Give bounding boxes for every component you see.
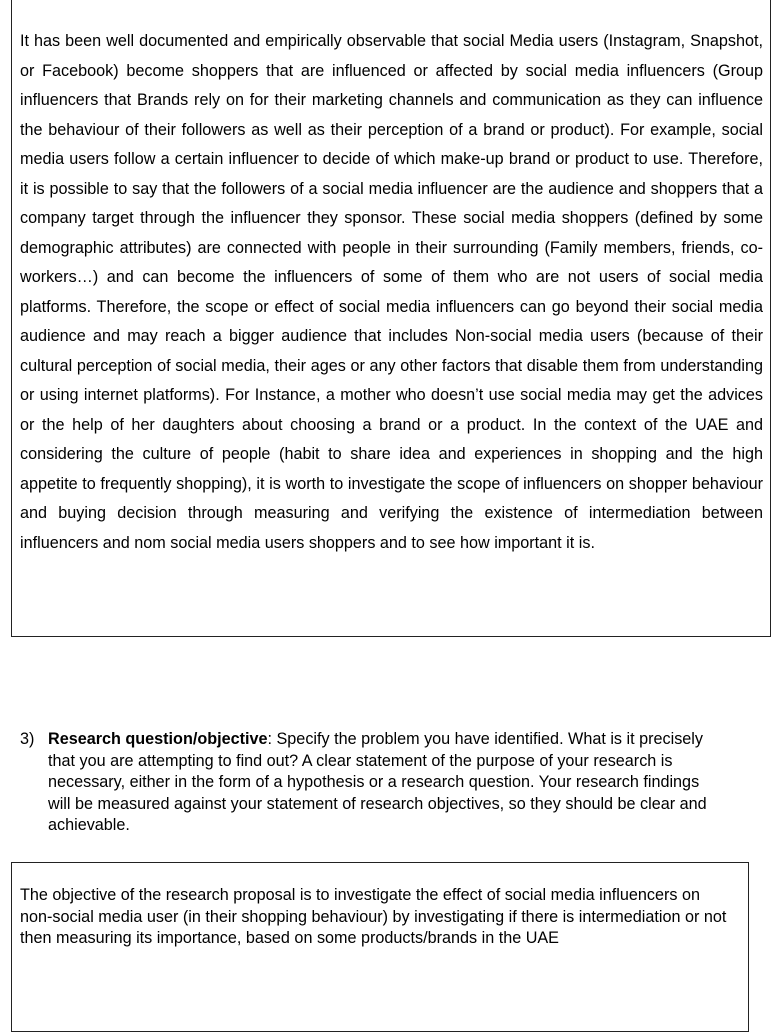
response-box-objective (11, 862, 749, 1032)
section-instructions (48, 729, 720, 837)
context-paragraph: It has been well documented and empirically observable that social Media users (Instagram, Snapshot, or Facebook) become shoppers that are influenced or affected by social media influencers (Group influencers that Brands rely on for their marketing channels and communication as they can influence the behaviour of their followers as well as their perception of a brand or product). For example, social media users follow a certain influencer to decide of which make-up brand or product to use. Therefore, it is possible to say that the followers of a social media influencer are the audience and shoppers that a company target through the influencer they sponsor. These social media shoppers (defined by some demographic attributes) are connected with people in their surrounding (Family members, friends, co-workers…) and can become the influencers of some of them who are not users of social media platforms. Therefore, the scope or effect of social media influencers can go beyond their social media audience and may reach a bigger audience that includes Non-social media users (because of their cultural perception of social media, their ages or any other factors that disable them from understanding or using internet platforms). For Instance, a mother who doesn’t use social media may get the advices or the help of her daughters about choosing a brand or a product. In the context of the UAE and considering the culture of people (habit to share idea and experiences in shopping and the high appetite to frequently shopping), it is worth to investigate the scope of influencers on shopper behaviour and buying decision through measuring and verifying the existence of intermediation between influencers and nom social media users shoppers and to see how important it is. (20, 32, 763, 552)
response-box-context (11, 0, 771, 637)
section-heading: Research question/objective (48, 730, 268, 748)
section-body: : Specify the problem you have identified. What is it precisely that you are attempting to find out? A clear statement of the purpose of your research is necessary, either in the form of a hypothesis or a research question. Your research findings will be measured against your statement of research objectives, so they should be clear and achievable. (48, 730, 707, 834)
section-research-question (20, 729, 720, 837)
objective-paragraph: The objective of the research proposal is to investigate the effect of social media influencers on non-social media user (in their shopping behaviour) by investigating if there is intermediation or not then measuring its importance, based on some products/brands in the UAE (20, 886, 727, 947)
section-number: 3) (20, 730, 35, 748)
